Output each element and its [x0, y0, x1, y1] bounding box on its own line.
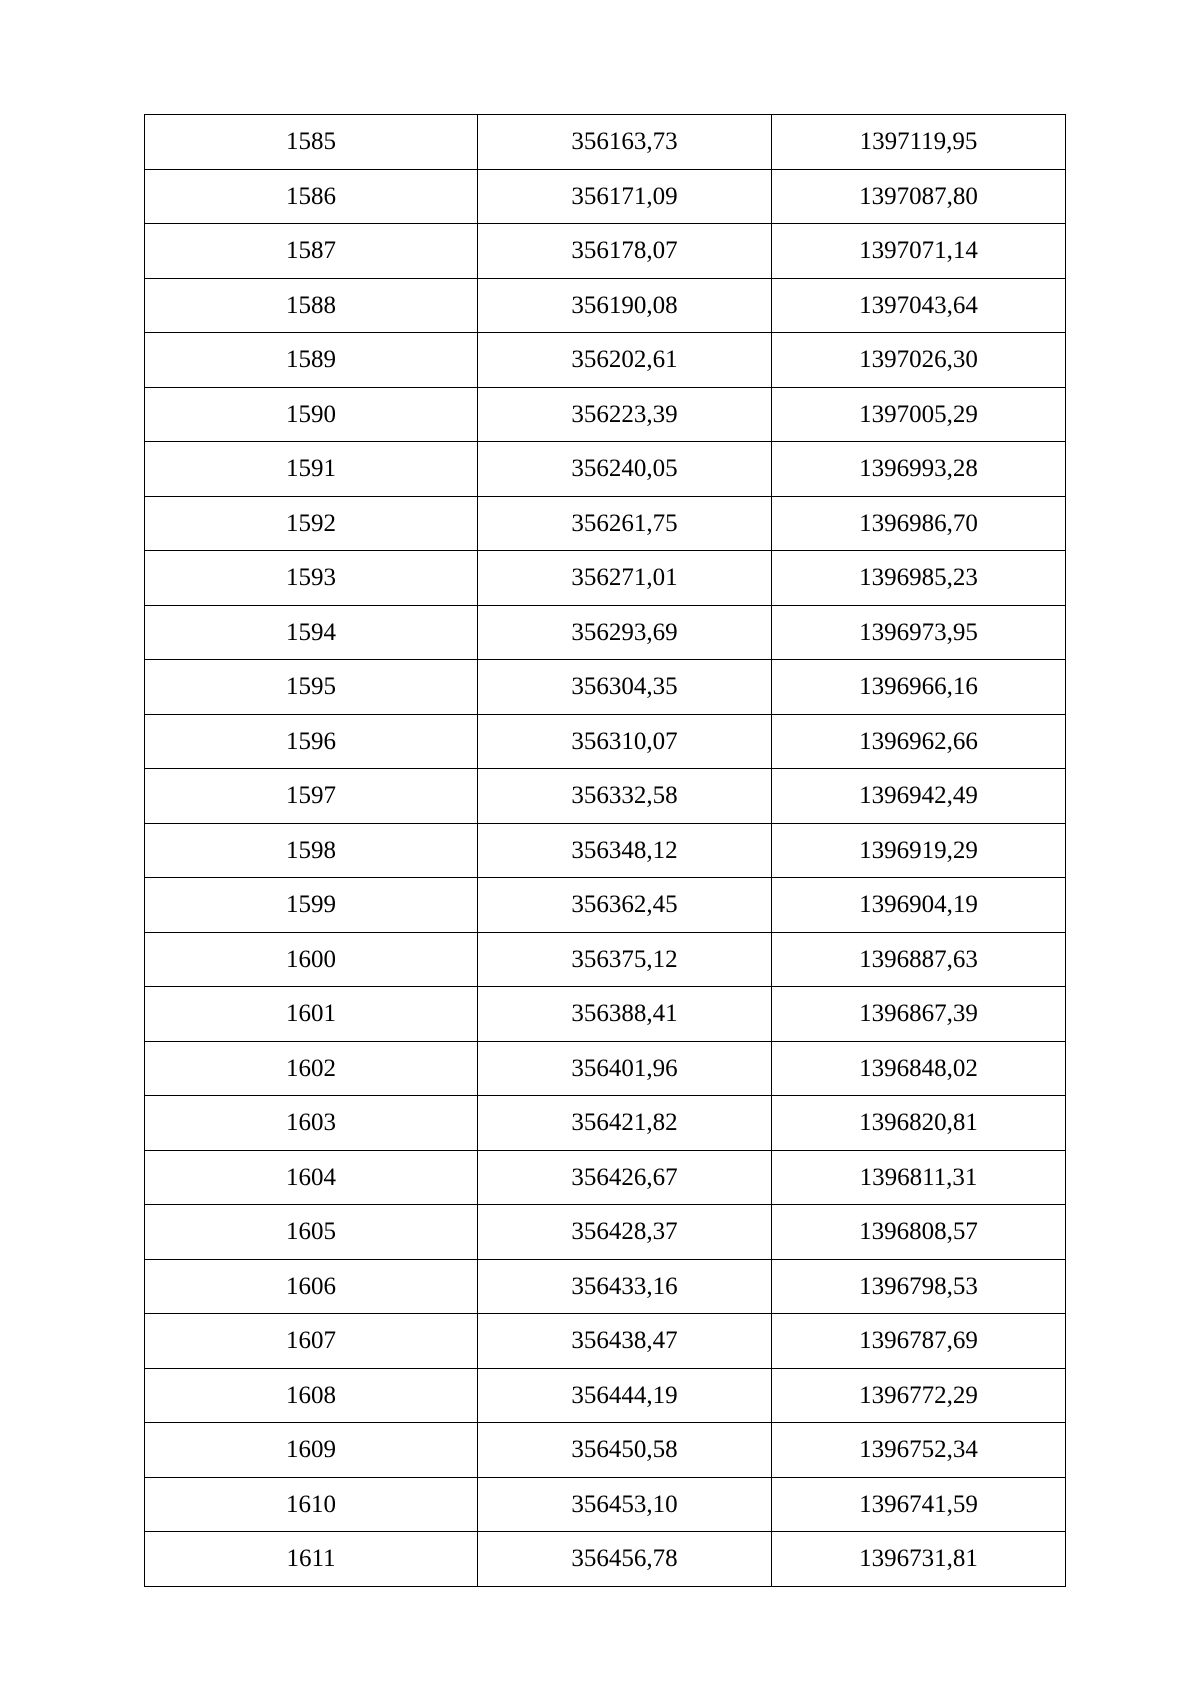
- y-coordinate-cell: 1396772,29: [772, 1368, 1066, 1423]
- y-coordinate-cell: 1397005,29: [772, 387, 1066, 442]
- x-coordinate-cell: 356444,19: [478, 1368, 772, 1423]
- x-coordinate-cell: 356438,47: [478, 1314, 772, 1369]
- coordinates-table-body: [145, 115, 1066, 1587]
- y-coordinate-cell: 1396986,70: [772, 496, 1066, 551]
- table-row: [145, 278, 1066, 333]
- point-number-cell: 1590: [145, 387, 478, 442]
- x-coordinate-cell: 356388,41: [478, 987, 772, 1042]
- point-number-cell: 1593: [145, 551, 478, 606]
- point-number-cell: 1606: [145, 1259, 478, 1314]
- table-row: [145, 1314, 1066, 1369]
- table-row: [145, 224, 1066, 279]
- x-coordinate-cell: 356261,75: [478, 496, 772, 551]
- point-number-cell: 1607: [145, 1314, 478, 1369]
- y-coordinate-cell: 1396798,53: [772, 1259, 1066, 1314]
- point-number-cell: 1603: [145, 1096, 478, 1151]
- point-number-cell: 1595: [145, 660, 478, 715]
- table-row: [145, 551, 1066, 606]
- x-coordinate-cell: 356202,61: [478, 333, 772, 388]
- y-coordinate-cell: 1396787,69: [772, 1314, 1066, 1369]
- table-row: [145, 714, 1066, 769]
- y-coordinate-cell: 1396962,66: [772, 714, 1066, 769]
- table-row: [145, 660, 1066, 715]
- x-coordinate-cell: 356190,08: [478, 278, 772, 333]
- table-row: [145, 333, 1066, 388]
- x-coordinate-cell: 356293,69: [478, 605, 772, 660]
- point-number-cell: 1589: [145, 333, 478, 388]
- x-coordinate-cell: 356304,35: [478, 660, 772, 715]
- point-number-cell: 1597: [145, 769, 478, 824]
- point-number-cell: 1596: [145, 714, 478, 769]
- coordinates-table: [144, 114, 1066, 1587]
- table-row: [145, 878, 1066, 933]
- point-number-cell: 1604: [145, 1150, 478, 1205]
- x-coordinate-cell: 356401,96: [478, 1041, 772, 1096]
- x-coordinate-cell: 356348,12: [478, 823, 772, 878]
- x-coordinate-cell: 356456,78: [478, 1532, 772, 1587]
- point-number-cell: 1610: [145, 1477, 478, 1532]
- point-number-cell: 1599: [145, 878, 478, 933]
- table-row: [145, 1368, 1066, 1423]
- y-coordinate-cell: 1396811,31: [772, 1150, 1066, 1205]
- y-coordinate-cell: 1396848,02: [772, 1041, 1066, 1096]
- y-coordinate-cell: 1397043,64: [772, 278, 1066, 333]
- x-coordinate-cell: 356428,37: [478, 1205, 772, 1260]
- x-coordinate-cell: 356433,16: [478, 1259, 772, 1314]
- x-coordinate-cell: 356171,09: [478, 169, 772, 224]
- x-coordinate-cell: 356163,73: [478, 115, 772, 170]
- table-row: [145, 169, 1066, 224]
- point-number-cell: 1601: [145, 987, 478, 1042]
- table-row: [145, 1423, 1066, 1478]
- x-coordinate-cell: 356426,67: [478, 1150, 772, 1205]
- x-coordinate-cell: 356178,07: [478, 224, 772, 279]
- table-row: [145, 987, 1066, 1042]
- table-row: [145, 1041, 1066, 1096]
- table-row: [145, 1205, 1066, 1260]
- y-coordinate-cell: 1397071,14: [772, 224, 1066, 279]
- y-coordinate-cell: 1396904,19: [772, 878, 1066, 933]
- y-coordinate-cell: 1396752,34: [772, 1423, 1066, 1478]
- y-coordinate-cell: 1396942,49: [772, 769, 1066, 824]
- x-coordinate-cell: 356223,39: [478, 387, 772, 442]
- table-row: [145, 496, 1066, 551]
- table-row: [145, 605, 1066, 660]
- y-coordinate-cell: 1396973,95: [772, 605, 1066, 660]
- point-number-cell: 1602: [145, 1041, 478, 1096]
- y-coordinate-cell: 1396820,81: [772, 1096, 1066, 1151]
- y-coordinate-cell: 1397026,30: [772, 333, 1066, 388]
- x-coordinate-cell: 356453,10: [478, 1477, 772, 1532]
- x-coordinate-cell: 356421,82: [478, 1096, 772, 1151]
- table-row: [145, 1150, 1066, 1205]
- table-row: [145, 1259, 1066, 1314]
- y-coordinate-cell: 1396808,57: [772, 1205, 1066, 1260]
- table-row: [145, 932, 1066, 987]
- y-coordinate-cell: 1397087,80: [772, 169, 1066, 224]
- point-number-cell: 1586: [145, 169, 478, 224]
- point-number-cell: 1611: [145, 1532, 478, 1587]
- x-coordinate-cell: 356310,07: [478, 714, 772, 769]
- point-number-cell: 1605: [145, 1205, 478, 1260]
- y-coordinate-cell: 1396966,16: [772, 660, 1066, 715]
- point-number-cell: 1594: [145, 605, 478, 660]
- y-coordinate-cell: 1396887,63: [772, 932, 1066, 987]
- table-row: [145, 442, 1066, 497]
- table-row: [145, 387, 1066, 442]
- table-row: [145, 823, 1066, 878]
- point-number-cell: 1588: [145, 278, 478, 333]
- x-coordinate-cell: 356375,12: [478, 932, 772, 987]
- point-number-cell: 1600: [145, 932, 478, 987]
- point-number-cell: 1592: [145, 496, 478, 551]
- y-coordinate-cell: 1396985,23: [772, 551, 1066, 606]
- table-row: [145, 1532, 1066, 1587]
- point-number-cell: 1609: [145, 1423, 478, 1478]
- y-coordinate-cell: 1396741,59: [772, 1477, 1066, 1532]
- table-row: [145, 1096, 1066, 1151]
- y-coordinate-cell: 1396993,28: [772, 442, 1066, 497]
- point-number-cell: 1591: [145, 442, 478, 497]
- x-coordinate-cell: 356450,58: [478, 1423, 772, 1478]
- point-number-cell: 1598: [145, 823, 478, 878]
- y-coordinate-cell: 1397119,95: [772, 115, 1066, 170]
- y-coordinate-cell: 1396731,81: [772, 1532, 1066, 1587]
- y-coordinate-cell: 1396919,29: [772, 823, 1066, 878]
- table-row: [145, 1477, 1066, 1532]
- table-row: [145, 769, 1066, 824]
- x-coordinate-cell: 356240,05: [478, 442, 772, 497]
- x-coordinate-cell: 356271,01: [478, 551, 772, 606]
- x-coordinate-cell: 356332,58: [478, 769, 772, 824]
- x-coordinate-cell: 356362,45: [478, 878, 772, 933]
- point-number-cell: 1587: [145, 224, 478, 279]
- point-number-cell: 1585: [145, 115, 478, 170]
- point-number-cell: 1608: [145, 1368, 478, 1423]
- y-coordinate-cell: 1396867,39: [772, 987, 1066, 1042]
- table-row: [145, 115, 1066, 170]
